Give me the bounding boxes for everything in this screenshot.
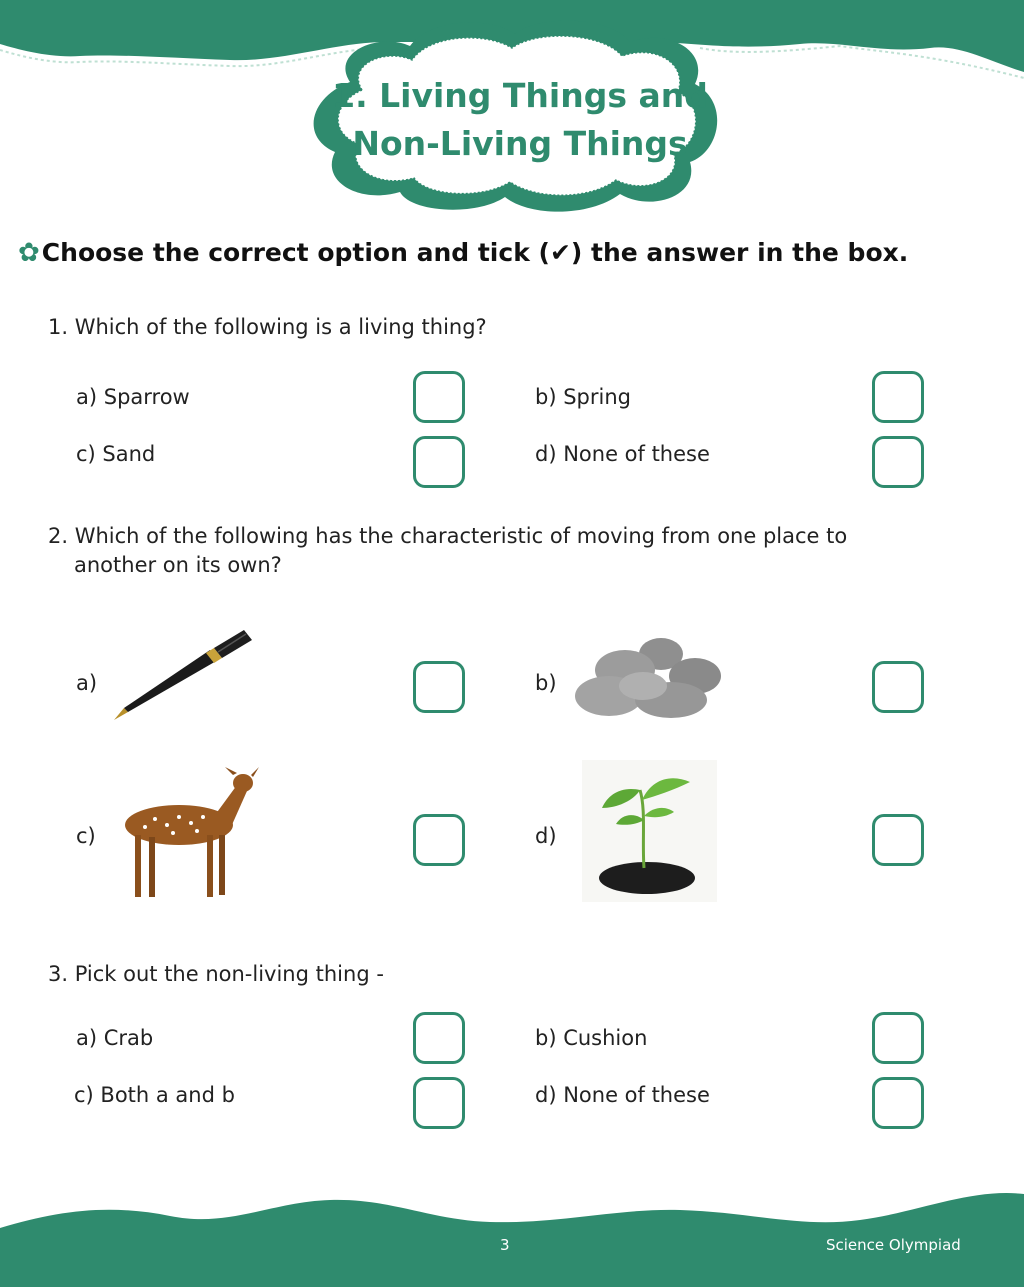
- q3-option-c-label: c) Both a and b: [74, 1083, 235, 1107]
- q2-option-d-checkbox[interactable]: [872, 814, 924, 866]
- q2-option-d-label: d): [535, 824, 557, 848]
- page-title-line-2: Non-Living Things: [352, 124, 688, 163]
- q1-option-a-checkbox[interactable]: [413, 371, 465, 423]
- q3-option-d-label: d) None of these: [535, 1083, 710, 1107]
- footer-brand: Science Olympiad: [826, 1236, 961, 1254]
- instruction-text: Choose the correct option and tick (✔) the answer in the box.: [41, 238, 909, 267]
- q1-option-d-checkbox[interactable]: [872, 436, 924, 488]
- q1-option-c-label: c) Sand: [76, 442, 156, 466]
- question-2-text-line-1: 2. Which of the following has the characteristic of moving from one place to: [48, 524, 848, 548]
- pen-image: [110, 628, 255, 724]
- q3-option-b-label: b) Cushion: [535, 1026, 648, 1050]
- bottom-wave-banner: [0, 1180, 1024, 1287]
- q2-option-a-checkbox[interactable]: [413, 661, 465, 713]
- page-number: 3: [500, 1236, 510, 1254]
- q2-option-c-label: c): [76, 824, 96, 848]
- q1-option-c-checkbox[interactable]: [413, 436, 465, 488]
- q3-option-c-checkbox[interactable]: [413, 1077, 465, 1129]
- q2-option-b-label: b): [535, 671, 557, 695]
- q3-option-d-checkbox[interactable]: [872, 1077, 924, 1129]
- stones-image: [573, 630, 723, 720]
- question-3-text: 3. Pick out the non-living thing -: [48, 962, 384, 986]
- q2-option-a-label: a): [76, 671, 98, 695]
- instruction: [18, 238, 908, 268]
- q2-option-c-checkbox[interactable]: [413, 814, 465, 866]
- q3-option-a-label: a) Crab: [76, 1026, 154, 1050]
- q2-option-b-checkbox[interactable]: [872, 661, 924, 713]
- q1-option-a-label: a) Sparrow: [76, 385, 190, 409]
- deer-image: [115, 765, 265, 905]
- page-title-line-1: 1. Living Things and: [332, 76, 708, 115]
- title-cloud: [290, 12, 740, 222]
- question-1-text: 1. Which of the following is a living thing?: [48, 315, 487, 339]
- question-2-text-line-2: another on its own?: [74, 553, 282, 577]
- plant-sapling-image: [582, 760, 717, 902]
- q3-option-a-checkbox[interactable]: [413, 1012, 465, 1064]
- q3-option-b-checkbox[interactable]: [872, 1012, 924, 1064]
- q1-option-b-checkbox[interactable]: [872, 371, 924, 423]
- q1-option-d-label: d) None of these: [535, 442, 710, 466]
- q1-option-b-label: b) Spring: [535, 385, 631, 409]
- flower-icon: ✿: [18, 238, 40, 268]
